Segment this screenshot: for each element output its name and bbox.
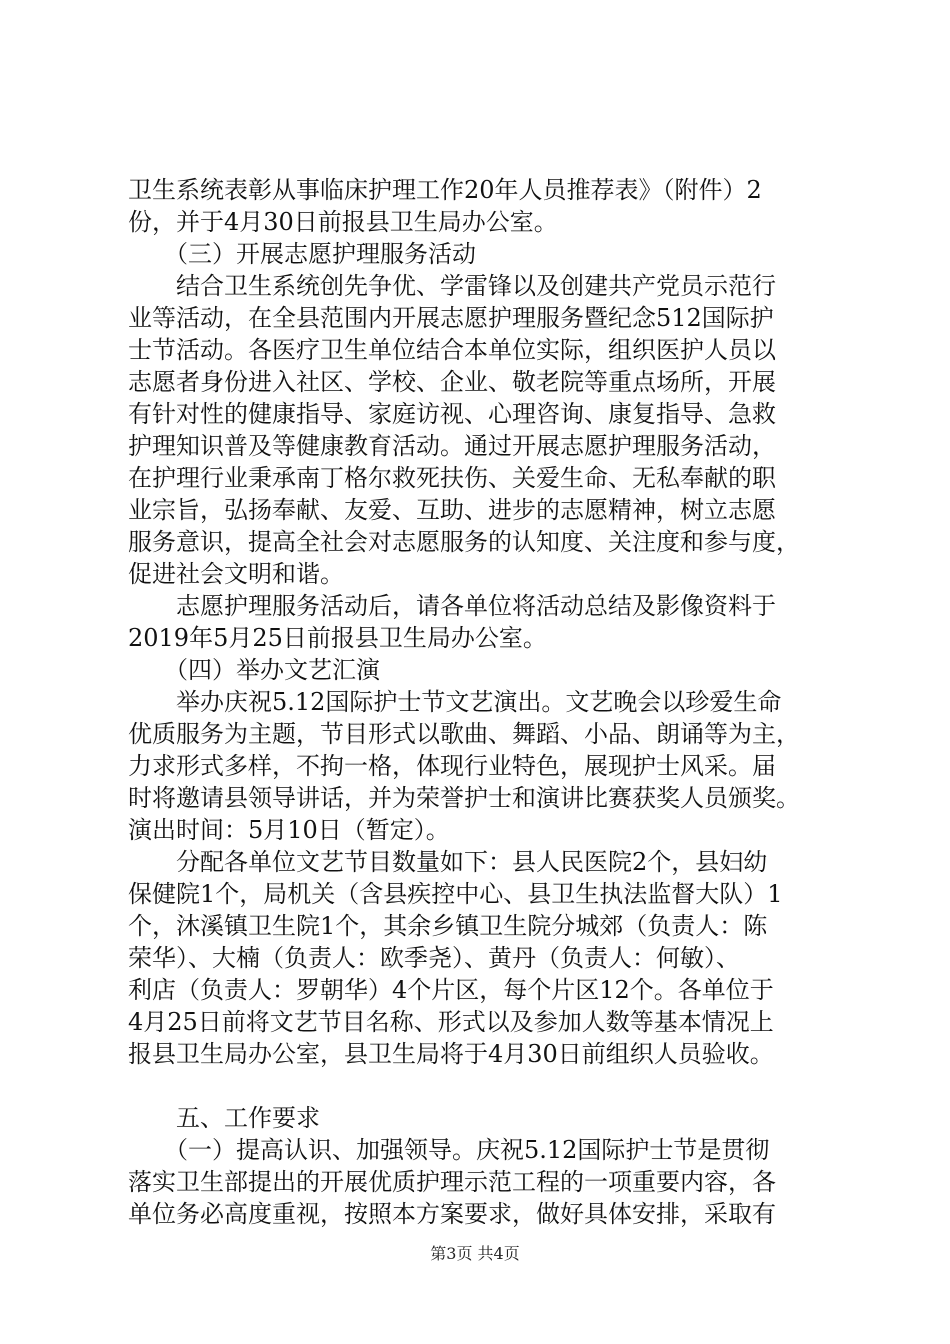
body-line: （一）提高认识、加强领导。庆祝5.12国际护士节是贯彻 — [128, 1136, 770, 1164]
body-line: 时将邀请县领导讲话，并为荣誉护士和演讲比赛获奖人员颁奖。 — [128, 784, 800, 812]
body-line: 2019年5月25日前报县卫生局办公室。 — [128, 624, 547, 652]
body-line: 份，并于4月30日前报县卫生局办公室。 — [128, 208, 558, 236]
body-line: 4月25日前将文艺节目名称、形式以及参加人数等基本情况上 — [128, 1008, 774, 1036]
body-line: 优质服务为主题，节目形式以歌曲、舞蹈、小品、朗诵等为主， — [128, 720, 800, 748]
body-line: （四）举办文艺汇演 — [128, 656, 380, 684]
body-line: 促进社会文明和谐。 — [128, 560, 344, 588]
body-line: 志愿者身份进入社区、学校、企业、敬老院等重点场所，开展 — [128, 368, 776, 396]
body-line: 举办庆祝5.12国际护士节文艺演出。文艺晚会以珍爱生命 — [128, 688, 782, 716]
body-line: 保健院1个，局机关（含县疾控中心、县卫生执法监督大队）1 — [128, 880, 783, 908]
body-line: 卫生系统表彰从事临床护理工作20年人员推荐表》（附件）2 — [128, 176, 762, 204]
body-line: 志愿护理服务活动后，请各单位将活动总结及影像资料于 — [128, 592, 776, 620]
body-line: 五、工作要求 — [128, 1104, 320, 1132]
document-body — [128, 174, 828, 1230]
body-line: 有针对性的健康指导、家庭访视、心理咨询、康复指导、急救 — [128, 400, 776, 428]
body-line — [128, 1070, 828, 1102]
body-line: 力求形式多样，不拘一格，体现行业特色，展现护士风采。届 — [128, 752, 776, 780]
body-line: 报县卫生局办公室，县卫生局将于4月30日前组织人员验收。 — [128, 1040, 774, 1068]
body-line: 士节活动。各医疗卫生单位结合本单位实际，组织医护人员以 — [128, 336, 776, 364]
body-line: 单位务必高度重视，按照本方案要求，做好具体安排，采取有 — [128, 1200, 776, 1228]
body-line: 在护理行业秉承南丁格尔救死扶伤、关爱生命、无私奉献的职 — [128, 464, 776, 492]
body-line: 个，沐溪镇卫生院1个，其余乡镇卫生院分城郊（负责人：陈 — [128, 912, 768, 940]
body-line: 护理知识普及等健康教育活动。通过开展志愿护理服务活动， — [128, 432, 776, 460]
body-line: 演出时间：5月10日（暂定）。 — [128, 816, 450, 844]
page-footer: 第3页 共4页 — [430, 1244, 520, 1263]
body-line: 服务意识，提高全社会对志愿服务的认知度、关注度和参与度， — [128, 528, 800, 556]
body-line: 业宗旨，弘扬奉献、友爱、互助、进步的志愿精神，树立志愿 — [128, 496, 776, 524]
body-line: （三）开展志愿护理服务活动 — [128, 240, 476, 268]
body-line: 利店（负责人：罗朝华）4个片区，每个片区12个。各单位于 — [128, 976, 774, 1004]
body-line: 分配各单位文艺节目数量如下：县人民医院2个，县妇幼 — [128, 848, 768, 876]
body-line: 落实卫生部提出的开展优质护理示范工程的一项重要内容，各 — [128, 1168, 776, 1196]
body-line: 结合卫生系统创先争优、学雷锋以及创建共产党员示范行 — [128, 272, 776, 300]
body-line: 业等活动，在全县范围内开展志愿护理服务暨纪念512国际护 — [128, 304, 774, 332]
body-line: 荣华）、大楠（负责人：欧季尧）、黄丹（负责人：何敏）、 — [128, 944, 740, 972]
